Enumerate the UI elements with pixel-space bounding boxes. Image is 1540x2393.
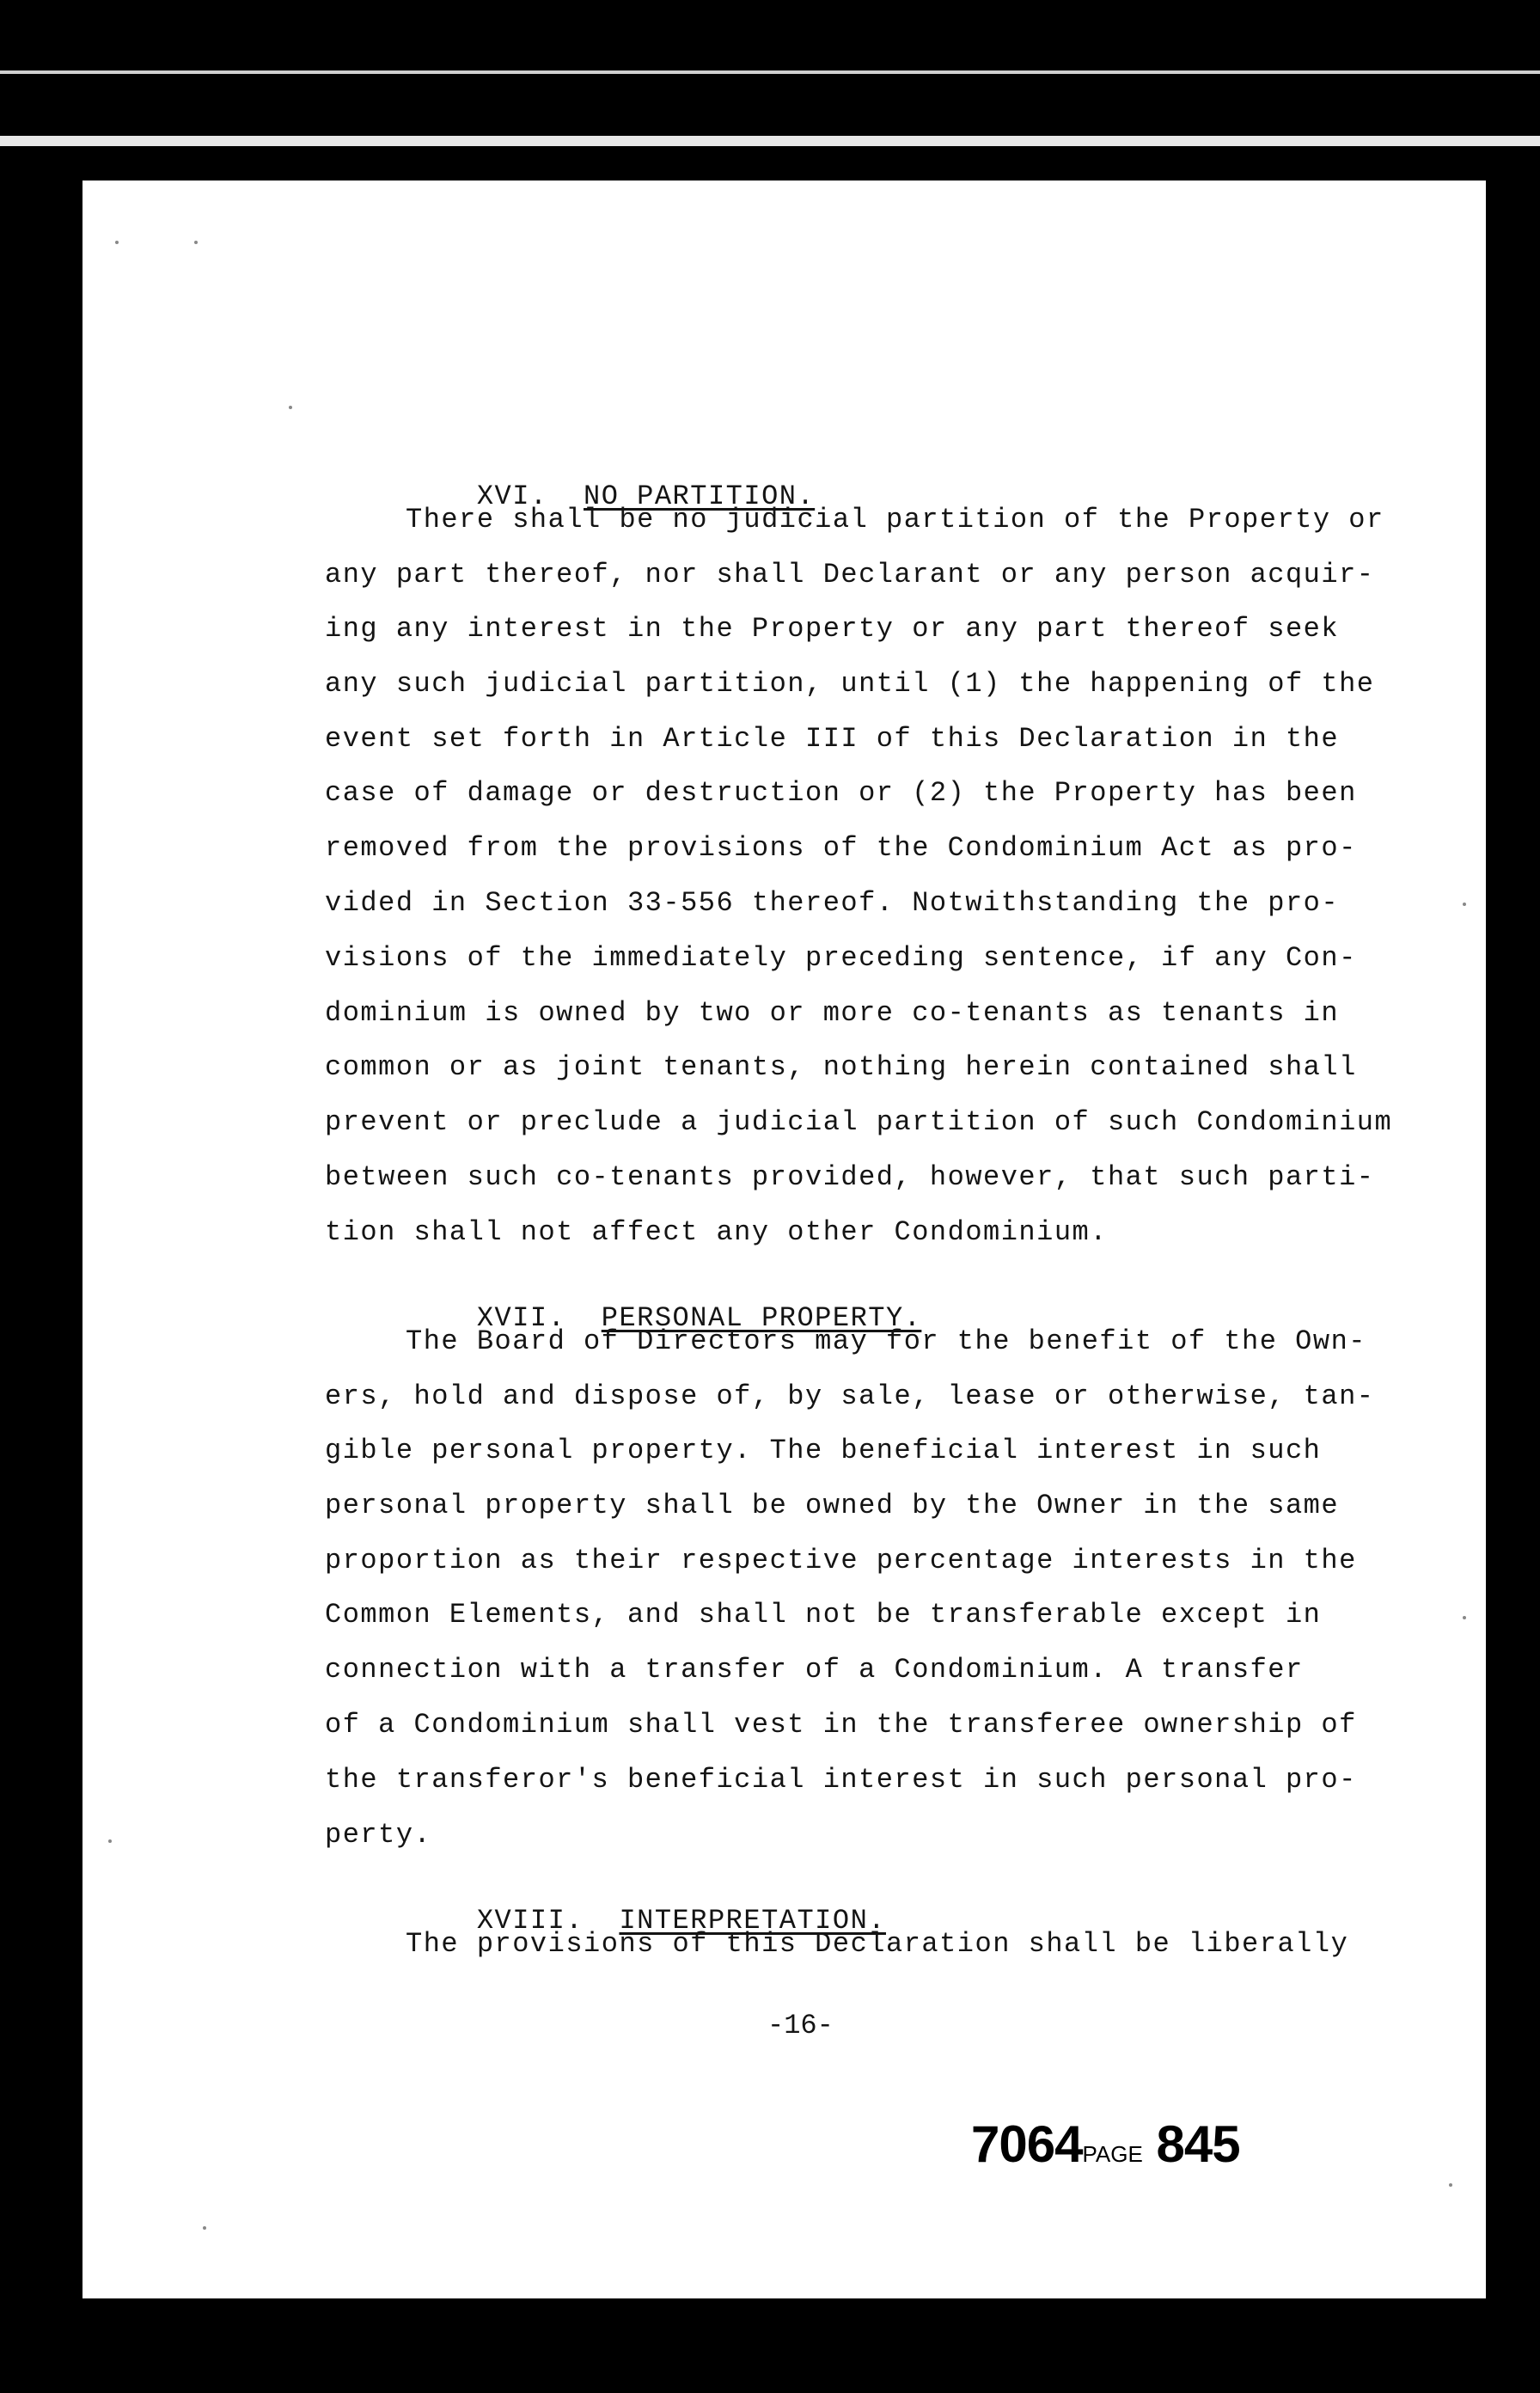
page-number: -16- <box>767 2010 834 2041</box>
text-line: any such judicial partition, until (1) the happening of the <box>325 668 1375 700</box>
scan-edge-line <box>0 70 1540 74</box>
scan-speck <box>108 1839 112 1843</box>
text-line: There shall be no judicial partition of the Property or <box>406 504 1384 536</box>
section-number: XVI. <box>476 480 548 512</box>
text-line: between such co-tenants provided, however, that such parti- <box>325 1161 1375 1193</box>
text-line: event set forth in Article III of this Declaration in the <box>325 723 1340 755</box>
text-line: vided in Section 33-556 thereof. Notwithstanding the pro- <box>325 887 1340 919</box>
text-line: case of damage or destruction or (2) the Property has been <box>325 777 1357 809</box>
section-number: XVII. <box>476 1302 566 1334</box>
scan-edge-line <box>0 136 1540 146</box>
text-line: removed from the provisions of the Condominium Act as pro- <box>325 832 1357 864</box>
text-line: the transferor's beneficial interest in such personal pro- <box>325 1764 1357 1796</box>
scan-speck <box>115 241 119 244</box>
text-line: ing any interest in the Property or any part thereof seek <box>325 613 1340 645</box>
scan-top-border <box>0 0 1540 138</box>
stamp-page-label: PAGE <box>1082 2141 1143 2167</box>
text-line: tion shall not affect any other Condominium. <box>325 1216 1108 1248</box>
scan-speck <box>194 241 198 244</box>
text-line: connection with a transfer of a Condominium. A transfer <box>325 1654 1304 1686</box>
section-title: PERSONAL PROPERTY. <box>601 1302 922 1334</box>
text-line: of a Condominium shall vest in the transferee ownership of <box>325 1709 1357 1741</box>
scan-speck <box>1449 2183 1452 2187</box>
text-line: perty. <box>325 1819 432 1851</box>
section-number: XVIII. <box>476 1905 584 1937</box>
scan-speck <box>289 406 292 409</box>
scan-speck <box>203 2226 206 2230</box>
text-line: common or as joint tenants, nothing herein contained shall <box>325 1051 1357 1083</box>
recording-stamp <box>971 2115 1240 2174</box>
section-title: NO PARTITION. <box>584 480 816 512</box>
scan-speck <box>1463 903 1466 906</box>
text-line: prevent or preclude a judicial partition of such Condominium <box>325 1106 1393 1138</box>
text-line: The provisions of this Declaration shall be liberally <box>406 1928 1349 1960</box>
stamp-page: 845 <box>1156 2115 1240 2173</box>
scan-speck <box>1463 1616 1466 1619</box>
stamp-book: 7064 <box>971 2115 1083 2173</box>
section-title: INTERPRETATION. <box>619 1905 886 1937</box>
text-line: The Board of Directors may for the benefit of the Own- <box>406 1325 1366 1357</box>
text-line: gible personal property. The beneficial interest in such <box>325 1435 1322 1466</box>
text-line: visions of the immediately preceding sentence, if any Con- <box>325 942 1357 974</box>
text-line: ers, hold and dispose of, by sale, lease or otherwise, tan- <box>325 1380 1375 1412</box>
text-line: proportion as their respective percentage interests in the <box>325 1545 1357 1576</box>
text-line: any part thereof, nor shall Declarant or any person acquir- <box>325 559 1375 591</box>
text-line: Common Elements, and shall not be transferable except in <box>325 1599 1322 1631</box>
document-page <box>82 181 1486 2298</box>
text-line: dominium is owned by two or more co-tenants as tenants in <box>325 997 1340 1029</box>
text-line: personal property shall be owned by the Owner in the same <box>325 1490 1340 1521</box>
